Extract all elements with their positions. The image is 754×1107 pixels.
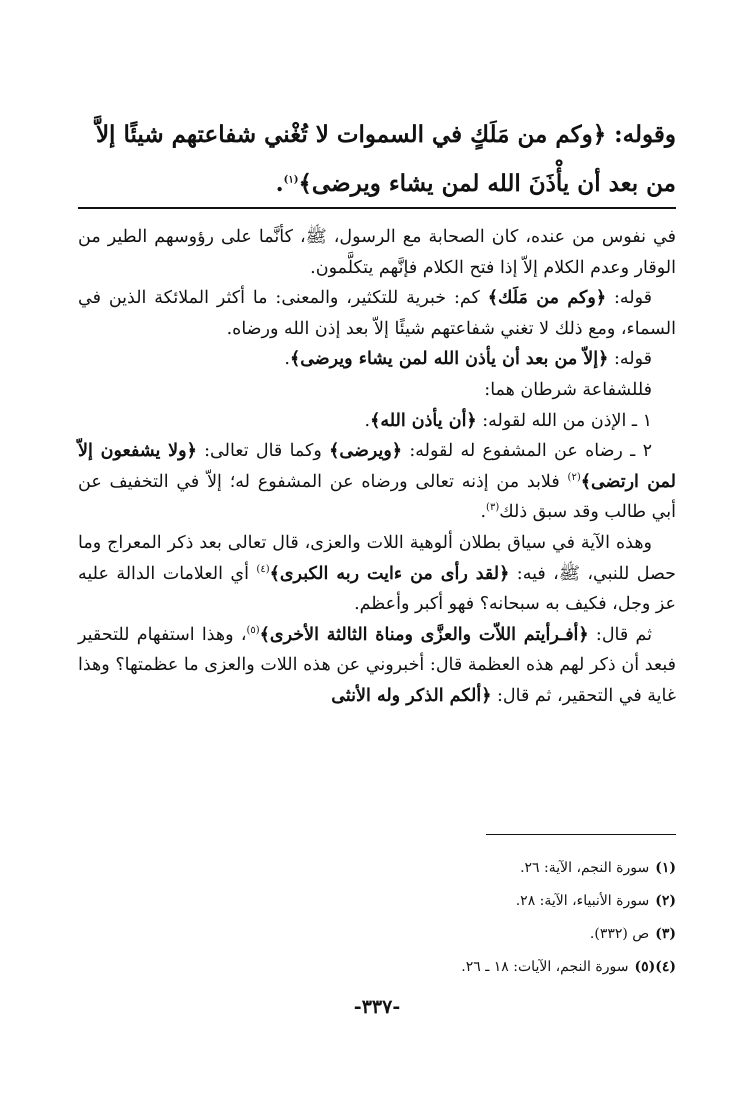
- text-run: .: [284, 349, 290, 370]
- matn-line-2-end: .: [275, 170, 284, 197]
- text-run: وهذه الآية في سياق بطلان ألوهية اللات والعزى، قال تعالى بعد ذكر المعراج وما حصل للنبي، ﷺ، فيه:: [78, 532, 676, 584]
- matn-line-1: وقوله: ﴿وكم من مَلَكٍ في السموات لا تُغْني شفاعتهم شيئًا إلاَّ: [95, 121, 676, 148]
- text-run: ١ ـ الإذن من الله لقوله:: [476, 410, 652, 431]
- text-run: أي العلامات الدالة عليه عز وجل، فكيف به سبحانه؟ فهو أكبر وأعظم.: [78, 563, 676, 615]
- footnote-item: [78, 852, 676, 885]
- footnotes-list: [78, 852, 676, 984]
- commentary-paragraph-3: [78, 344, 676, 375]
- footnote-item: [78, 951, 676, 984]
- commentary-paragraph-2: [78, 283, 676, 344]
- matn-line-2-text: من بعد أن يأْذَنَ الله لمن يشاء ويرضى﴾: [298, 170, 676, 197]
- commentary-paragraph-5: [78, 406, 676, 437]
- quran-quote: ﴿وكم من مَلَك﴾: [487, 288, 607, 309]
- quran-quote: ﴿أفـرأيتم اللاّت والعزَّى ومناة الثالثة الأخرى﴾: [259, 624, 589, 645]
- commentary-paragraph-6: [78, 436, 676, 528]
- footnote-text: سورة النجم، الآيات: ١٨ ـ ٢٦.: [461, 959, 629, 975]
- quoted-text-block: [78, 110, 676, 208]
- text-run: قوله:: [606, 288, 652, 309]
- matn-line-2: [78, 159, 676, 208]
- text-run: وكما قال تعالى:: [196, 441, 330, 462]
- text-run: .: [480, 502, 487, 523]
- commentary-block: [78, 222, 676, 712]
- footnote-ref: (٤): [256, 563, 270, 575]
- footnote-ref: (٣): [486, 502, 500, 514]
- footnote-text: سورة الأنبياء، الآية: ٢٨.: [515, 893, 650, 909]
- text-run: فلابد من إذنه تعالى ورضاه عن المشفوع له؛ إلاّ في التخفيف عن أبي طالب وقد سبق ذلك: [78, 471, 676, 523]
- text-run: ، وهذا استفهام للتحقير فبعد أن ذكر لهم هذه العظمة قال: أخبروني عن هذه اللات والعزى ما عظمتها؟ وهذا غاية في التحقير، ثم قال:: [78, 624, 676, 706]
- footnote-separator: [486, 834, 676, 835]
- text-run: قوله:: [608, 349, 652, 370]
- footnote-number: (٢): [655, 893, 676, 909]
- commentary-paragraph-4: فللشفاعة شرطان هما:: [484, 379, 652, 400]
- quran-quote: ﴿ألكم الذكر وله الأنثى: [331, 685, 492, 706]
- text-run: كم: خبرية للتكثير، والمعنى: ما أكثر الملائكة الذين في السماء، ومع ذلك لا تغني شفاعتهم شيئًا إلاّ بعد إذن الله ورضاه.: [78, 288, 676, 339]
- text-run: .: [364, 410, 371, 431]
- page-number: -٣٣٧-: [353, 996, 401, 1018]
- quran-quote: ﴿أن يأذن الله﴾: [370, 410, 477, 431]
- quran-quote: ﴿ويرضى﴾: [329, 441, 403, 462]
- footnote-item: [78, 918, 676, 951]
- text-run: ثم قال:: [588, 624, 652, 645]
- footnote-number: (٤)(٥): [634, 959, 676, 975]
- quran-quote: ﴿لقد رأى من ءايت ربه الكبرى﴾: [269, 563, 510, 584]
- footnote-item: [78, 885, 676, 918]
- section-divider: [78, 207, 676, 209]
- book-page: [78, 0, 676, 1107]
- commentary-paragraph-7: [78, 528, 676, 620]
- commentary-paragraph-8: [78, 620, 676, 712]
- commentary-paragraph-1: في نفوس من عنده، كان الصحابة مع الرسول، ﷺ، كأنَّما على رؤوسهم الطير من الوقار وعدم الكلام إلاّ إذا فتح الكلام فإنَّهم يتكلَّمون.: [78, 227, 676, 278]
- footnote-ref: (٥): [246, 624, 260, 636]
- text-run: ٢ ـ رضاه عن المشفوع له لقوله:: [402, 441, 652, 462]
- quran-quote: ﴿إلاّ من بعد أن يأذن الله لمن يشاء ويرضى﴾: [289, 349, 609, 370]
- footnote-text: ص (٣٣٢).: [589, 926, 650, 942]
- footnote-ref: (١): [283, 174, 299, 186]
- footnote-text: سورة النجم، الآية: ٢٦.: [520, 860, 650, 876]
- footnote-number: (١): [655, 860, 676, 876]
- footnote-number: (٣): [655, 926, 676, 942]
- footnote-ref: (٢): [567, 471, 581, 483]
- quran-quote: ﴿ولا يشفعون إلاّ لمن ارتضى﴾: [78, 441, 676, 492]
